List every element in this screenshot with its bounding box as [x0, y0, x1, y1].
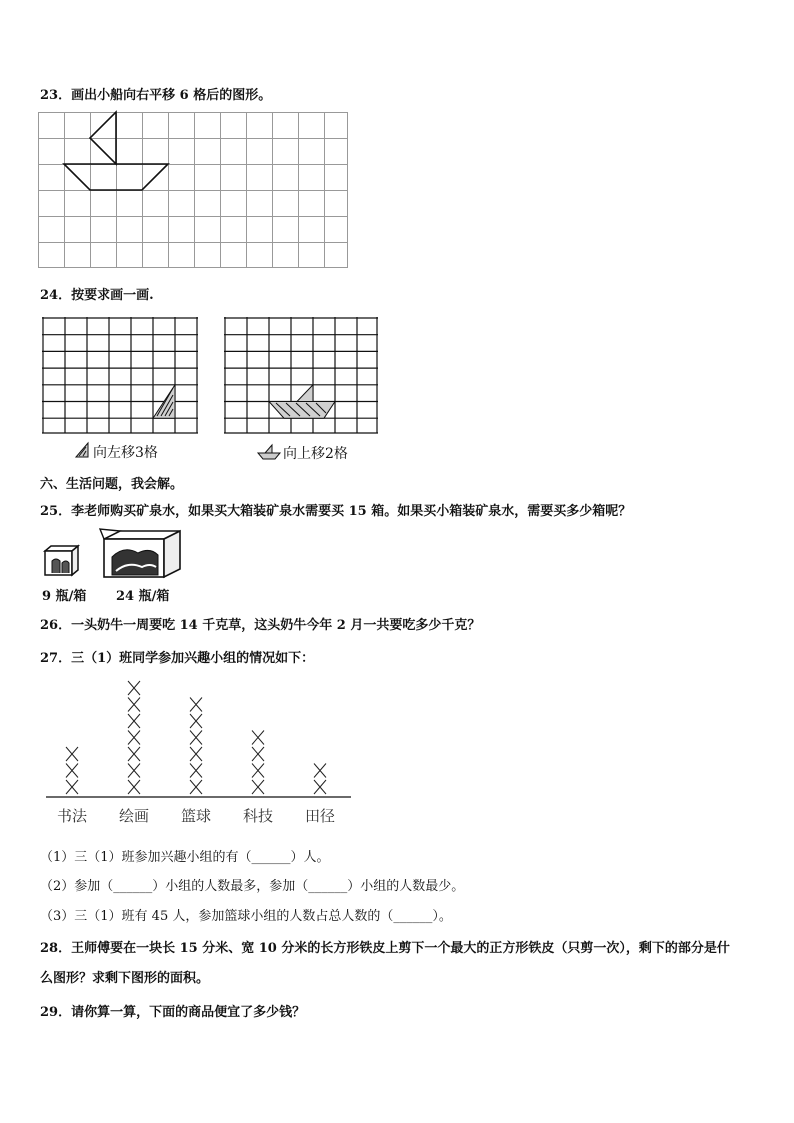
tally-mark	[190, 764, 202, 778]
question-27: 27．三（1）班同学参加兴趣小组的情况如下：	[40, 651, 315, 666]
question-24: 24．按要求画一画.	[40, 288, 154, 303]
tally-column-1	[66, 747, 78, 794]
tally-mark	[128, 714, 140, 728]
tally-mark	[252, 747, 264, 761]
tally-mark	[128, 731, 140, 745]
tally-mark	[128, 780, 140, 794]
question-29: 29．请你算一算，下面的商品便宜了多少钱？	[40, 1005, 306, 1020]
tally-mark	[66, 764, 78, 778]
tally-mark	[190, 698, 202, 712]
caption-right-icon	[256, 444, 282, 460]
tally-mark	[314, 780, 326, 794]
grid-right	[224, 317, 382, 435]
caption-right: 向上移2格	[283, 446, 348, 462]
small-box-label: 9 瓶/箱	[42, 589, 87, 604]
tally-mark	[128, 764, 140, 778]
caption-left-icon	[74, 442, 92, 458]
question-28-line1: 28．王师傅要在一块长 15 分米、宽 10 分米的长方形铁皮上剪下一个最大的正方形铁皮（只剪一次），剩下的部分是什	[40, 941, 730, 956]
grid-left	[42, 317, 200, 435]
tally-column-4	[252, 731, 264, 795]
tally-mark	[128, 681, 140, 695]
big-box-icon	[98, 527, 184, 579]
tally-mark	[66, 780, 78, 794]
small-box-icon	[42, 543, 80, 577]
question-27-sub1: （1）三（1）班参加兴趣小组的有（______）人。	[40, 850, 330, 865]
category-label: 书法	[56, 807, 88, 825]
section-6-heading: 六、生活问题，我会解。	[40, 477, 184, 492]
tally-mark	[252, 780, 264, 794]
category-label: 篮球	[180, 807, 212, 825]
question-23: 23．画出小船向右平移 6 格后的图形。	[40, 88, 272, 103]
question-25: 25．李老师购买矿泉水，如果买大箱装矿泉水需要买 15 箱。如果买小箱装矿泉水，需要买多少箱呢？	[40, 504, 632, 519]
category-label: 科技	[242, 807, 274, 825]
tally-mark	[190, 780, 202, 794]
tally-mark	[66, 747, 78, 761]
tally-mark	[190, 731, 202, 745]
tally-mark	[252, 731, 264, 745]
tally-mark	[314, 764, 326, 778]
caption-left: 向左移3格	[93, 445, 158, 461]
tally-mark	[128, 698, 140, 712]
big-box-label: 24 瓶/箱	[116, 589, 170, 604]
tally-column-2	[128, 681, 140, 794]
question-27-sub3: （3）三（1）班有 45 人，参加篮球小组的人数占总人数的（______）。	[40, 909, 452, 924]
question-26: 26．一头奶牛一周要吃 14 千克草，这头奶牛今年 2 月一共要吃多少千克？	[40, 618, 481, 633]
grid-boat	[38, 112, 350, 270]
tally-mark	[190, 714, 202, 728]
tally-column-3	[190, 698, 202, 795]
category-label: 田径	[304, 807, 336, 825]
tally-mark	[128, 747, 140, 761]
x-tally-chart	[46, 670, 356, 835]
tally-mark	[190, 747, 202, 761]
shaded-boat	[269, 385, 335, 418]
question-27-sub2: （2）参加（______）小组的人数最多，参加（______）小组的人数最少。	[40, 879, 465, 894]
category-label: 绘画	[118, 807, 150, 825]
question-28-line2: 么图形？求剩下图形的面积。	[40, 971, 210, 986]
tally-column-5	[314, 764, 326, 795]
tally-mark	[252, 764, 264, 778]
